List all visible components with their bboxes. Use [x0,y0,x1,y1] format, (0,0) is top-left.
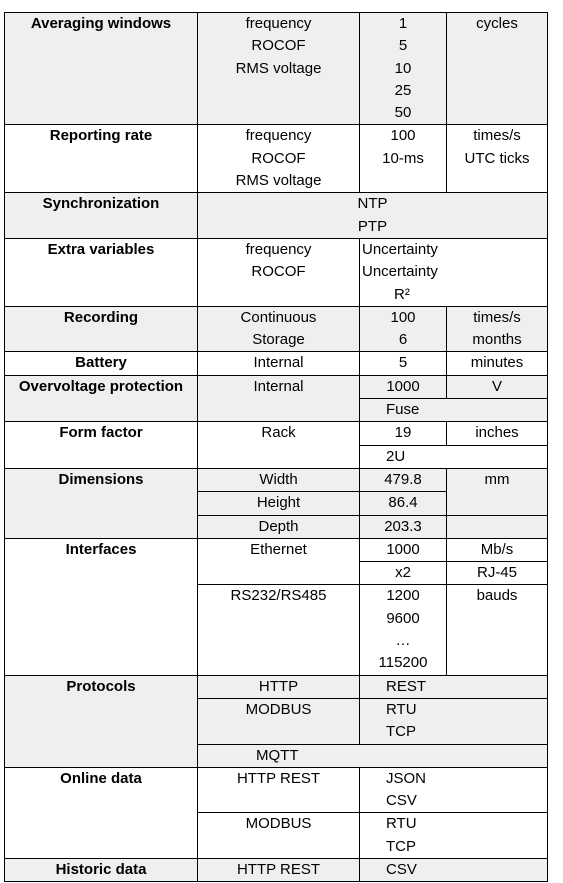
dimension-value: 86.4 [360,492,447,515]
ethernet-value: x2 [360,562,447,585]
averaging-var: ROCOF [251,37,306,55]
protocols-row [5,675,548,698]
reporting-variables [198,125,360,193]
ethernet-value: 1000 [360,538,447,561]
online-label: Online data [5,767,198,858]
serial-unit: bauds [447,585,548,675]
recording-unit: months [472,331,522,349]
ethernet-name: Ethernet [198,538,360,585]
dimensions-label: Dimensions [5,468,198,538]
recording-label: Recording [5,306,198,352]
reporting-units [447,125,548,193]
averaging-var: RMS voltage [235,59,322,77]
reporting-unit: UTC ticks [464,149,530,167]
recording-unit: times/s [473,308,521,326]
serial-value: 9600 [386,609,420,627]
recording-value: 100 [390,308,416,326]
averaging-row [5,13,548,125]
interfaces-label: Interfaces [5,538,198,675]
protocols-label: Protocols [5,675,198,767]
sync-value: PTP [357,217,388,235]
modbus-value: RTU [386,700,417,718]
form-factor-unit: inches [447,422,548,445]
overvoltage-value: 1000 [360,375,447,398]
dimensions-unit: mm [447,468,548,515]
recording-item: Continuous [240,308,317,326]
reporting-values [360,125,447,193]
online-modbus-value: TCP [386,837,416,855]
extra-var: frequency [245,240,312,258]
dimension-value: 479.8 [360,468,447,491]
recording-value: 6 [398,331,408,349]
reporting-unit: times/s [473,127,521,145]
historic-label: Historic data [5,858,198,881]
recording-values [360,306,447,352]
modbus-name: MODBUS [198,698,360,744]
mqtt-name: MQTT [198,744,548,767]
extra-label: Extra variables [5,238,198,306]
spec-table [4,12,548,882]
overvoltage-item: Internal [198,375,360,422]
averaging-value: 50 [394,104,412,122]
interfaces-row [5,538,548,561]
online-http-value: JSON [386,769,427,787]
extra-values [360,238,548,306]
reporting-var: RMS voltage [235,172,322,190]
extra-row [5,238,548,306]
sync-label: Synchronization [5,193,198,239]
averaging-value: 1 [398,15,408,32]
form-factor-extra: 2U [360,445,548,468]
reporting-row [5,125,548,193]
historic-value: CSV [360,858,548,881]
recording-item: Storage [252,331,305,349]
overvoltage-row [5,375,548,398]
online-modbus-values [360,813,548,859]
battery-unit: minutes [447,352,548,375]
recording-items [198,306,360,352]
sync-values [198,193,548,239]
sync-value: NTP [357,195,388,213]
http-value: REST [360,675,548,698]
averaging-value: 25 [394,81,412,99]
battery-item: Internal [198,352,360,375]
online-http-value: CSV [386,792,417,810]
serial-values [360,585,447,675]
dimension-value: 203.3 [360,515,447,538]
averaging-values [360,13,447,125]
overvoltage-extra: Fuse [360,399,548,422]
reporting-value: 10-ms [382,149,424,167]
ethernet-unit: RJ-45 [447,562,548,585]
http-name: HTTP [198,675,360,698]
overvoltage-label: Overvoltage protection [5,375,198,422]
extra-value: R² [394,285,410,303]
form-factor-label: Form factor [5,422,198,469]
averaging-value: 10 [394,59,412,77]
battery-value: 5 [360,352,447,375]
reporting-var: ROCOF [251,149,306,167]
serial-value: 1200 [386,587,420,605]
modbus-values [360,698,548,744]
serial-value: 115200 [378,654,428,672]
serial-value: … [395,632,411,650]
recording-units [447,306,548,352]
online-modbus-value: RTU [386,815,417,833]
online-modbus-name: MODBUS [198,813,360,859]
battery-row [5,352,548,375]
modbus-value: TCP [386,723,416,741]
dimensions-row [5,468,548,491]
overvoltage-unit: V [447,375,548,398]
extra-value: Uncertainty [362,263,438,281]
recording-row [5,306,548,352]
extra-variables [198,238,360,306]
averaging-variables [198,13,360,125]
serial-name: RS232/RS485 [198,585,360,675]
sync-row [5,193,548,239]
averaging-label: Averaging windows [5,13,198,125]
reporting-var: frequency [245,127,312,145]
extra-var: ROCOF [251,263,306,281]
dimension-name: Height [198,492,360,515]
averaging-unit: cycles [447,13,548,125]
extra-value: Uncertainty [362,240,438,258]
reporting-label: Reporting rate [5,125,198,193]
form-factor-value: 19 [360,422,447,445]
form-factor-item: Rack [198,422,360,469]
online-http-name: HTTP REST [198,767,360,813]
historic-name: HTTP REST [198,858,360,881]
averaging-value: 5 [398,37,408,55]
historic-row [5,858,548,881]
dimensions-blank [447,515,548,538]
dimension-name: Depth [198,515,360,538]
averaging-var: frequency [245,15,312,32]
online-http-values [360,767,548,813]
ethernet-unit: Mb/s [447,538,548,561]
battery-label: Battery [5,352,198,375]
online-row [5,767,548,813]
reporting-value: 100 [390,127,416,145]
dimension-name: Width [198,468,360,491]
form-factor-row [5,422,548,445]
